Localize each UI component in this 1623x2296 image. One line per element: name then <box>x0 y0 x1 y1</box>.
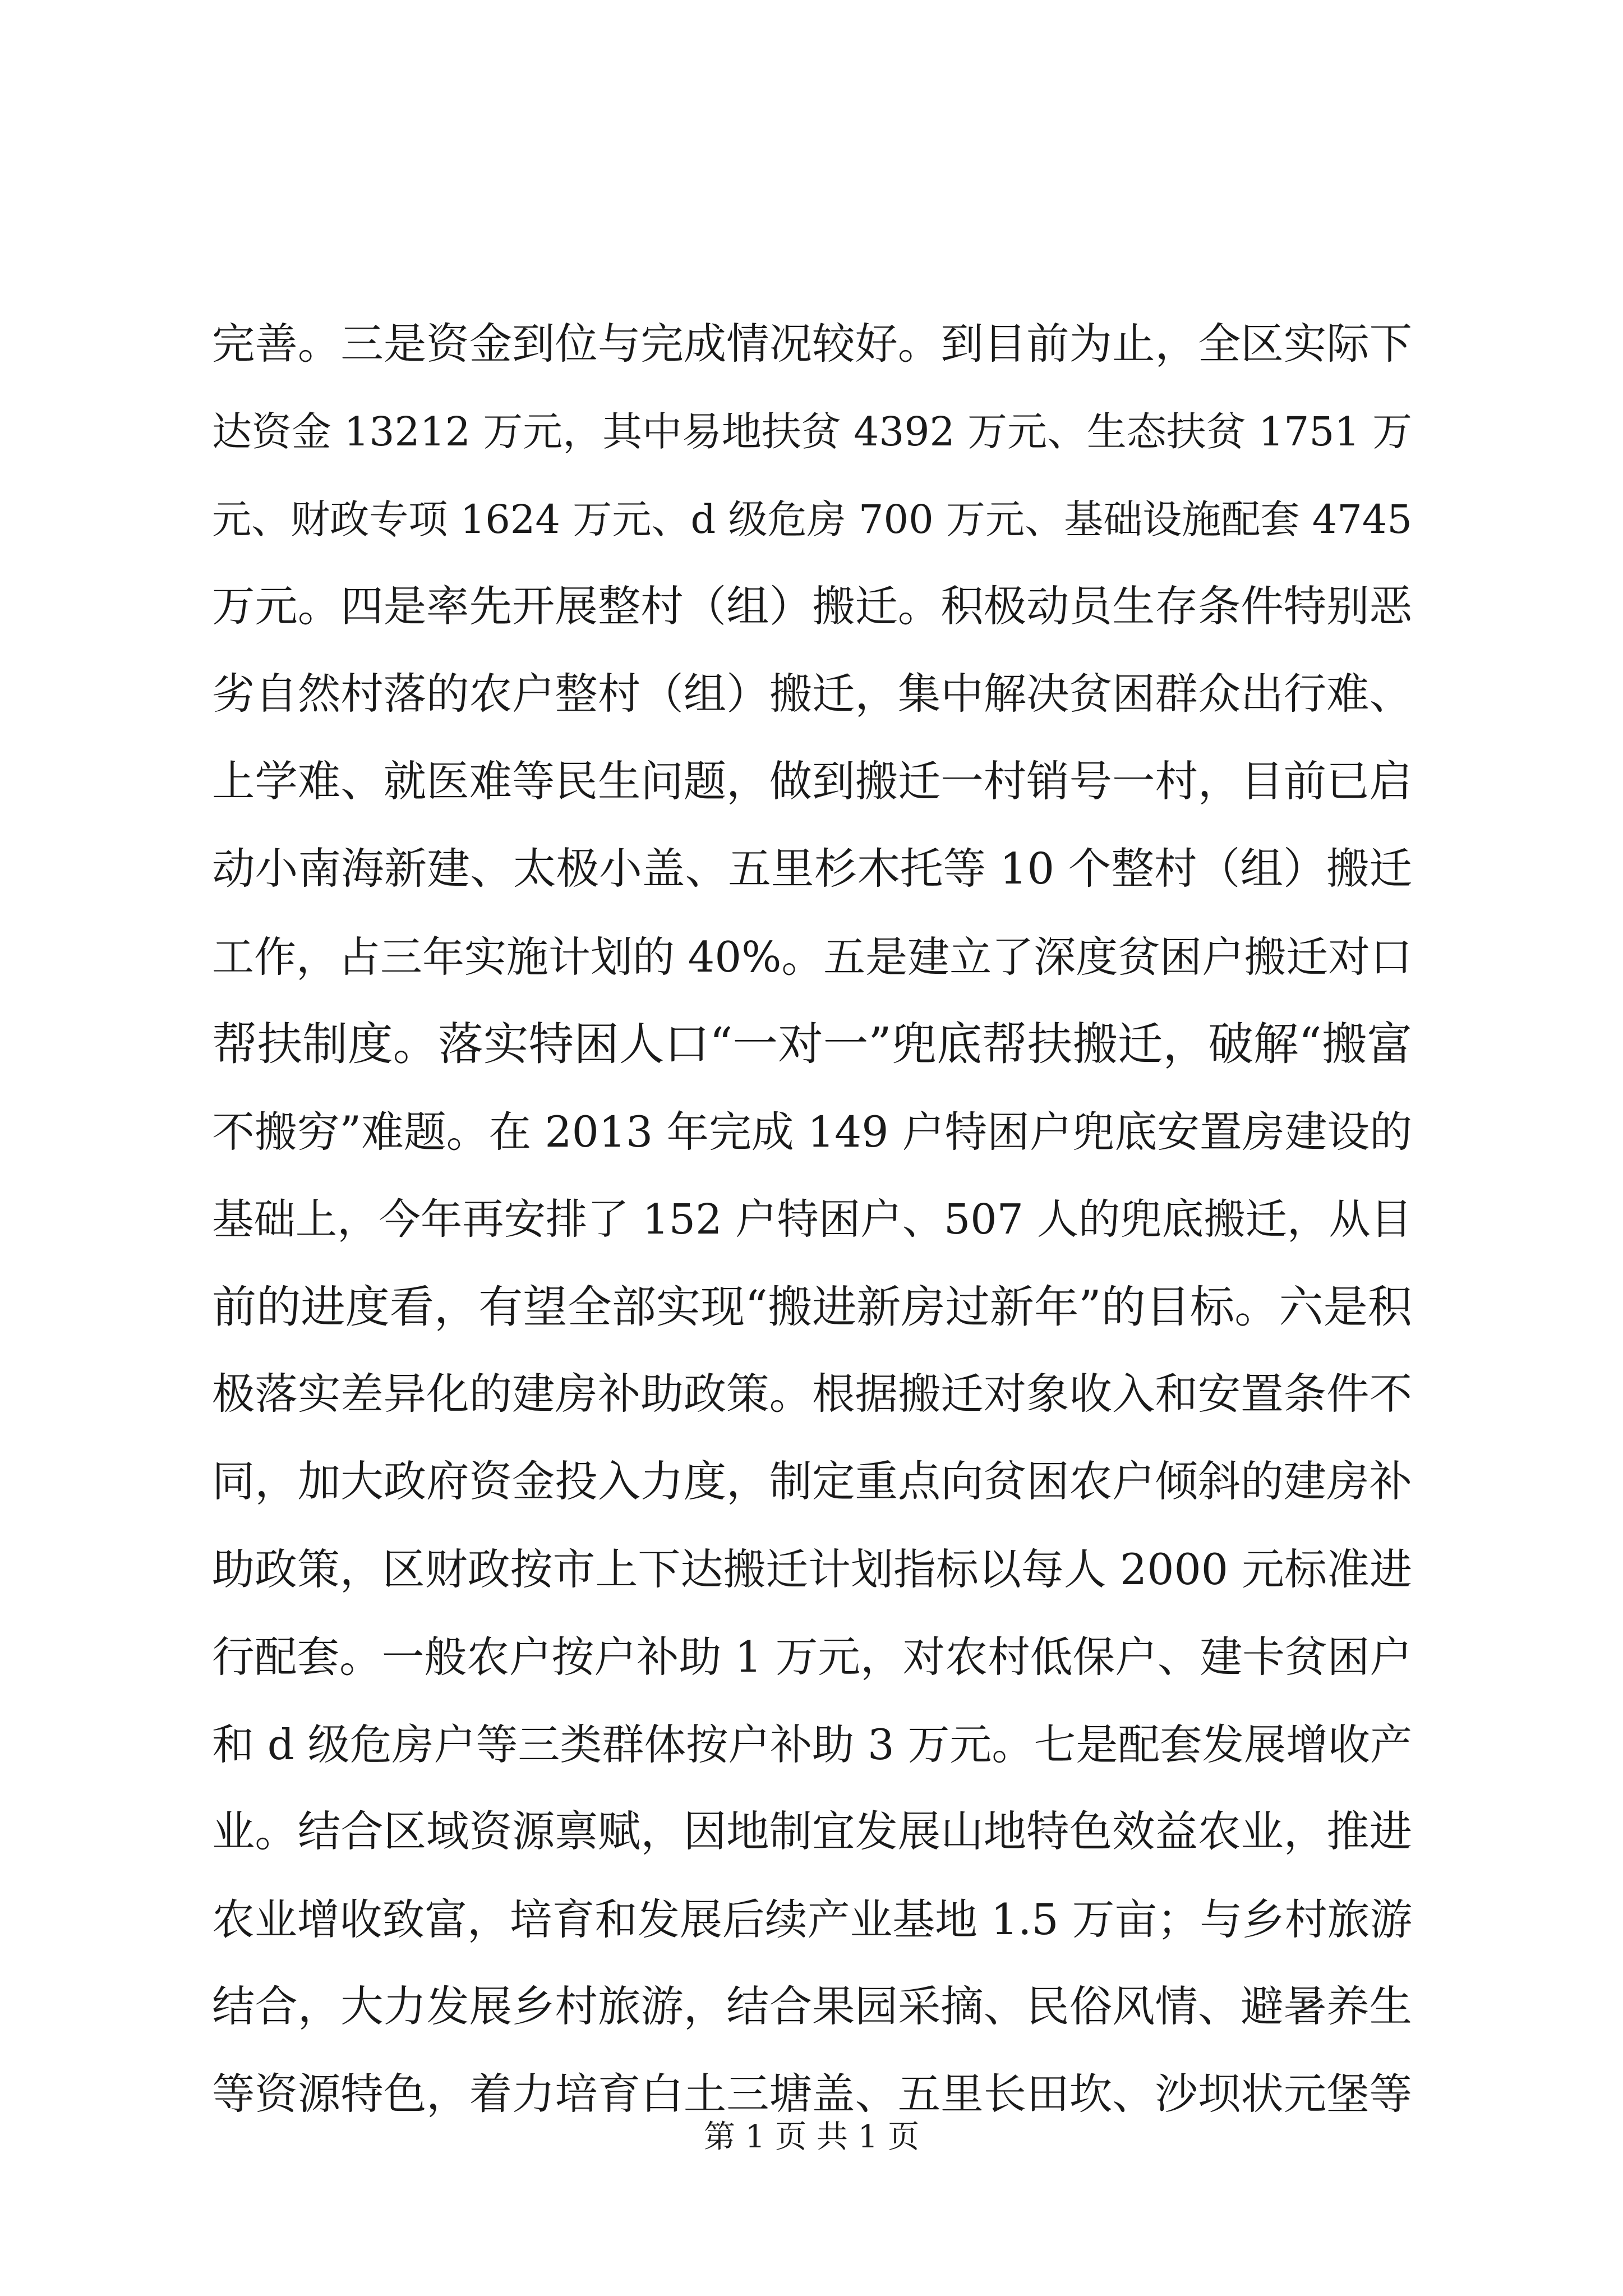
text-line: 上学难、就医难等民生问题，做到搬迁一村销号一村，目前已启 <box>212 757 1412 807</box>
text-line: 极落实差异化的建房补助政策。根据搬迁对象收入和安置条件不 <box>212 1369 1412 1419</box>
text-line: 同，加大政府资金投入力度，制定重点向贫困农户倾斜的建房补 <box>212 1457 1412 1507</box>
page-number: 第 1 页 共 1 页 <box>703 2119 920 2155</box>
text-line: 业。结合区域资源禀赋，因地制宜发展山地特色效益农业，推进 <box>212 1807 1412 1857</box>
text-line: 完善。三是资金到位与完成情况较好。到目前为止，全区实际下 <box>212 319 1412 369</box>
text-line: 行配套。一般农户按户补助 1 万元，对农村低保户、建卡贫困户 <box>212 1632 1412 1682</box>
body-text <box>212 301 1412 2138</box>
text-line: 前的进度看，有望全部实现“搬进新房过新年”的目标。六是积 <box>212 1281 1412 1333</box>
text-line: 基础上，今年再安排了 152 户特困户、507 人的兜底搬迁，从目 <box>212 1195 1412 1244</box>
text-line: 劣自然村落的农户整村（组）搬迁，集中解决贫困群众出行难、 <box>212 669 1412 719</box>
text-line: 助政策，区财政按市上下达搬迁计划指标以每人 2000 元标准进 <box>212 1545 1412 1594</box>
text-line: 达资金 13212 万元，其中易地扶贫 4392 万元、生态扶贫 1751 万 <box>212 408 1412 455</box>
text-line: 工作，占三年实施计划的 40%。五是建立了深度贫困户搬迁对口 <box>212 932 1413 982</box>
text-line: 结合，大力发展乡村旅游，结合果园采摘、民俗风情、避暑养生 <box>212 1982 1412 2032</box>
text-line: 等资源特色，着力培育白土三塘盖、五里长田坎、沙坝状元堡等 <box>212 2069 1412 2119</box>
text-line: 万元。四是率先开展整村（组）搬迁。积极动员生存条件特别恶 <box>212 582 1412 632</box>
page-footer <box>0 2115 1623 2160</box>
text-line: 元、财政专项 1624 万元、d 级危房 700 万元、基础设施配套 4745 <box>212 496 1412 542</box>
text-line: 帮扶制度。落实特困人口“一对一”兜底帮扶搬迁，破解“搬富 <box>212 1018 1412 1071</box>
text-line: 农业增收致富，培育和发展后续产业基地 1.5 万亩；与乡村旅游 <box>212 1895 1413 1944</box>
text-line: 不搬穷”难题。在 2013 年完成 149 户特困户兜底安置房建设的 <box>212 1107 1412 1157</box>
text-line: 和 d 级危房户等三类群体按户补助 3 万元。七是配套发展增收产 <box>212 1720 1412 1769</box>
text-line: 动小南海新建、太极小盖、五里杉木托等 10 个整村（组）搬迁 <box>212 844 1412 894</box>
